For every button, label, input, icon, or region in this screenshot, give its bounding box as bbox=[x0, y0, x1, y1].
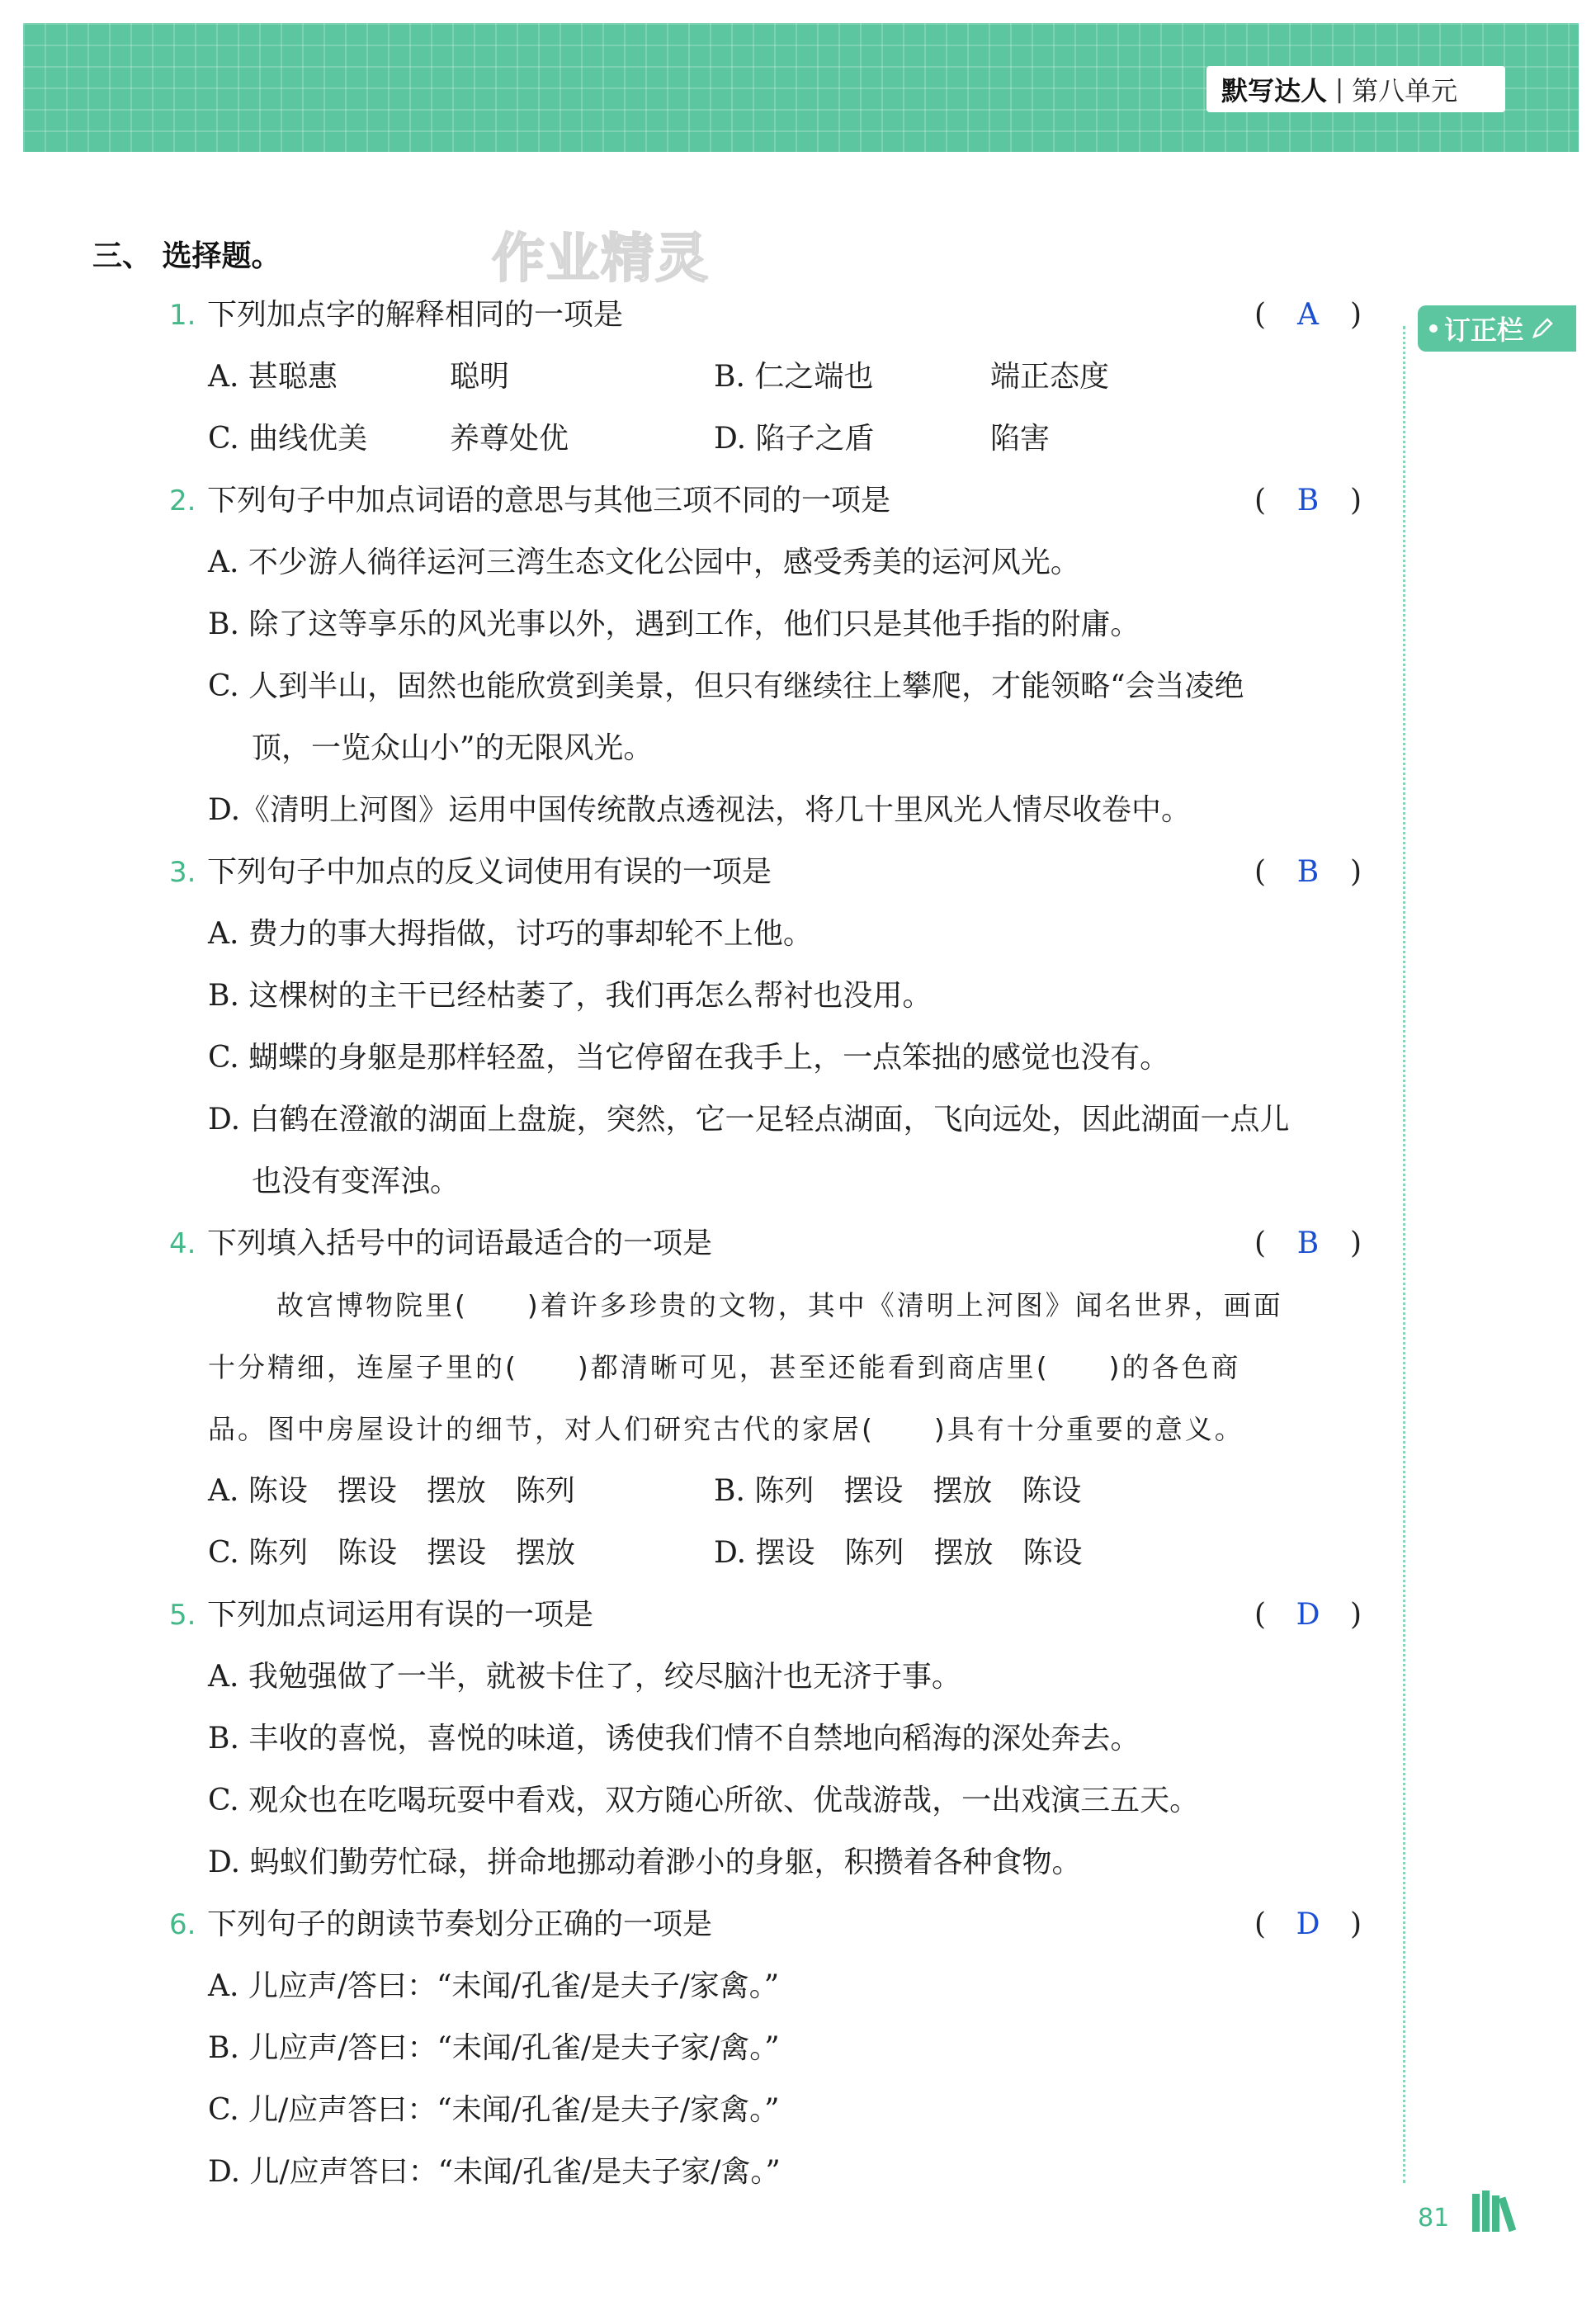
option-a-word2: 聪明 bbox=[450, 360, 510, 394]
dot-icon bbox=[1429, 324, 1438, 333]
question-number: 5. bbox=[169, 1599, 196, 1632]
option-c: C. 人到半山，固然也能欣赏到美景，但只有继续往上攀爬，才能领略“会当凌绝 bbox=[208, 669, 1244, 703]
option-d: D. 蚂蚁们勤劳忙碌，拼命地挪动着渺小的身躯，积攒着各种食物。 bbox=[208, 1845, 1082, 1879]
question-number: 6. bbox=[169, 1908, 196, 1941]
option-b: B. 这棵树的主干已经枯萎了，我们再怎么帮衬也没用。 bbox=[208, 979, 933, 1013]
option-b: B. 儿应声/答曰：“未闻/孔雀/是夫子家/禽。” bbox=[208, 2031, 780, 2065]
tag-separator: | bbox=[1335, 74, 1344, 104]
option-d-word2: 陷害 bbox=[990, 422, 1051, 456]
correction-divider bbox=[1403, 326, 1405, 2183]
question-stem: 下列句子的朗读节奏划分正确的一项是 bbox=[207, 1907, 713, 1941]
books-icon bbox=[1471, 2189, 1528, 2235]
option-b-word2: 端正态度 bbox=[990, 360, 1110, 394]
question-stem: 下列句子中加点词语的意思与其他三项不同的一项是 bbox=[207, 484, 891, 517]
passage-line-3: 品。图中房屋设计的细节，对人们研究古代的家居( )具有十分重要的意义。 bbox=[208, 1413, 1244, 1445]
correction-tag bbox=[1418, 305, 1576, 352]
option-d: D. 白鹤在澄澈的湖面上盘旋，突然，它一足轻点湖面，飞向远处，因此湖面一点儿 bbox=[208, 1103, 1290, 1137]
answer-letter: B bbox=[1296, 484, 1320, 517]
option-a: A. 不少游人徜徉运河三湾生态文化公园中，感受秀美的运河风光。 bbox=[208, 546, 1080, 579]
unit-tag bbox=[1206, 66, 1505, 112]
option-c: C. 蝴蝶的身躯是那样轻盈，当它停留在我手上，一点笨拙的感觉也没有。 bbox=[208, 1041, 1170, 1075]
answer-letter: A bbox=[1297, 298, 1319, 332]
pencil-icon bbox=[1530, 316, 1555, 341]
answer-letter: B bbox=[1296, 1226, 1320, 1260]
answer-letter: D bbox=[1296, 1907, 1320, 1941]
correction-label: 订正栏 bbox=[1444, 314, 1524, 346]
question-number: 1. bbox=[169, 299, 196, 332]
option-c: C. 曲线优美 bbox=[208, 422, 368, 456]
question-5 bbox=[169, 1590, 1366, 1640]
answer-box: ( D ) bbox=[1254, 1590, 1362, 1640]
passage-line-2: 十分精细，连屋子里的( )都清晰可见，甚至还能看到商店里( )的各色商 bbox=[208, 1351, 1241, 1383]
option-c-continued: 顶，一览众山小”的无限风光。 bbox=[252, 731, 654, 765]
answer-box: ( A ) bbox=[1254, 291, 1362, 340]
question-stem: 下列句子中加点的反义词使用有误的一项是 bbox=[207, 855, 772, 889]
section-title: 三、 选择题。 bbox=[92, 239, 281, 273]
answer-box: ( B ) bbox=[1254, 848, 1362, 897]
answer-box: ( D ) bbox=[1254, 1900, 1362, 1949]
tag-title: 默写达人 bbox=[1221, 75, 1328, 106]
question-3 bbox=[169, 848, 1366, 897]
option-b: B. 丰收的喜悦，喜悦的味道，诱使我们情不自禁地向稻海的深处奔去。 bbox=[208, 1722, 1140, 1756]
option-a: A. 我勉强做了一半，就被卡住了，绞尽脑汁也无济于事。 bbox=[208, 1660, 961, 1694]
option-d: D.《清明上河图》运用中国传统散点透视法，将几十里风光人情尽收卷中。 bbox=[208, 793, 1192, 827]
answer-box: ( B ) bbox=[1254, 1219, 1362, 1269]
option-a: A. 费力的事大拇指做，讨巧的事却轮不上他。 bbox=[208, 917, 813, 951]
question-number: 4. bbox=[169, 1227, 196, 1260]
option-a: A. 陈设 摆设 摆放 陈列 bbox=[208, 1474, 575, 1508]
question-1 bbox=[169, 291, 1366, 340]
option-c: C. 观众也在吃喝玩耍中看戏，双方随心所欲、优哉游哉，一出戏演三五天。 bbox=[208, 1784, 1200, 1817]
option-a: A. 儿应声/答曰：“未闻/孔雀/是夫子/家禽。” bbox=[208, 1969, 780, 2003]
question-4 bbox=[169, 1219, 1366, 1269]
answer-letter: D bbox=[1296, 1598, 1320, 1632]
passage-line-1: 故宫博物院里( )着许多珍贵的文物，其中《清明上河图》闻名世界，画面 bbox=[276, 1289, 1283, 1321]
answer-letter: B bbox=[1296, 855, 1320, 889]
question-number: 2. bbox=[169, 484, 196, 517]
option-c: C. 儿/应声答曰：“未闻/孔雀/是夫子/家禽。” bbox=[208, 2093, 780, 2127]
tag-unit: 第八单元 bbox=[1352, 75, 1458, 106]
option-b: B. 陈列 摆设 摆放 陈设 bbox=[714, 1474, 1082, 1508]
watermark: 作业精灵 bbox=[492, 229, 710, 290]
option-a: A. 甚聪惠 bbox=[208, 360, 338, 394]
page-number: 81 bbox=[1418, 2204, 1450, 2233]
question-stem: 下列填入括号中的词语最适合的一项是 bbox=[207, 1226, 713, 1260]
option-d-continued: 也没有变浑浊。 bbox=[252, 1165, 460, 1198]
option-d: D. 摆设 陈列 摆放 陈设 bbox=[714, 1536, 1083, 1570]
question-2 bbox=[169, 476, 1366, 526]
option-c-word2: 养尊处优 bbox=[450, 422, 569, 456]
option-b: B. 仁之端也 bbox=[714, 360, 874, 394]
option-c: C. 陈列 陈设 摆设 摆放 bbox=[208, 1536, 576, 1570]
question-stem: 下列加点字的解释相同的一项是 bbox=[207, 298, 624, 332]
question-stem: 下列加点词运用有误的一项是 bbox=[207, 1598, 594, 1632]
option-d: D. 陷子之盾 bbox=[714, 422, 875, 456]
option-d: D. 儿/应声答曰：“未闻/孔雀/是夫子家/禽。” bbox=[208, 2155, 781, 2189]
question-number: 3. bbox=[169, 856, 196, 889]
answer-box: ( B ) bbox=[1254, 476, 1362, 526]
option-b: B. 除了这等享乐的风光事以外，遇到工作，他们只是其他手指的附庸。 bbox=[208, 607, 1140, 641]
question-6 bbox=[169, 1900, 1366, 1949]
